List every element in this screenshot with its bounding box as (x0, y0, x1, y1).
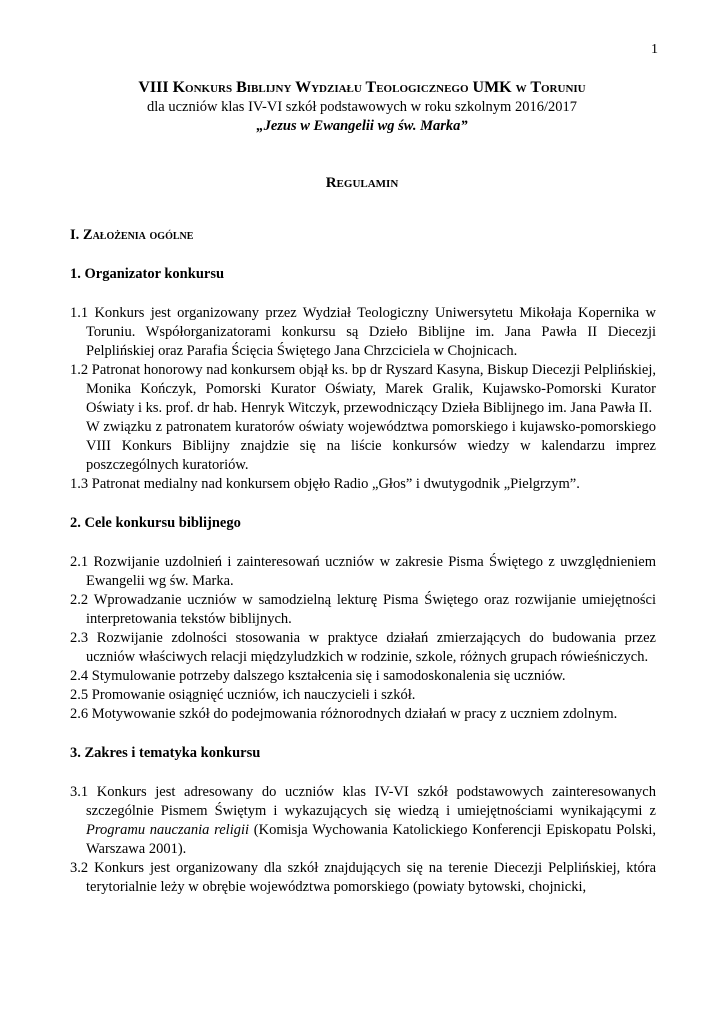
list-item: 2.2 Wprowadzanie uczniów w samodzielną lekturę Pisma Świętego oraz rozwijanie umiejętności interpretowania tekstów biblijnych. (70, 592, 656, 627)
list-item: 2.4 Stymulowanie potrzeby dalszego kształcenia się i samodoskonalenia się uczniów. (70, 668, 566, 684)
page-number: 1 (651, 42, 658, 57)
subsection-heading-organizer: 1. Organizator konkursu (70, 266, 225, 282)
subsection-heading-scope: 3. Zakres i tematyka konkursu (70, 745, 261, 761)
list-item: 2.3 Rozwijanie zdolności stosowania w praktyce działań zmierzających do budowania przez uczniów właściwych relacji międzyludzkich w rodzinie, szkole, różnych grupach rówieśniczych. (70, 630, 656, 665)
list-item: 2.5 Promowanie osiągnięć uczniów, ich nauczycieli i szkół. (70, 687, 416, 703)
section-heading: I. Założenia ogólne (70, 227, 194, 243)
document-header (0, 78, 724, 136)
list-item: 2.1 Rozwijanie uzdolnień i zainteresowań uczniów w zakresie Pisma Świętego z uwzględnieniem Ewangelii wg św. Marka. (70, 554, 656, 589)
list-item (70, 783, 656, 859)
item-text: 3.1 Konkurs jest adresowany do uczniów klas IV-VI szkół podstawowych zainteresowanych szczególnie Pismem Świętym i wykazujących się wiedzą i umiejętnościami wynikającymi z (70, 784, 656, 819)
list-item: 1.3 Patronat medialny nad konkursem objęło Radio „Głos” i dwutygodnik „Pielgrzym”. (70, 476, 580, 492)
list-item: 3.2 Konkurs jest organizowany dla szkół znajdujących się na terenie Diecezji Pelplińskiej, która terytorialnie leży w obrębie województwa pomorskiego (powiaty bytowski, chojnicki, (70, 860, 656, 895)
paragraph-note: W związku z patronatem kuratorów oświaty województwa pomorskiego i kujawsko-pomorskiego VIII Konkurs Biblijny znajdzie się na liście konkursów wiedzy w kalendarzu imprez poszczególnych kuratoriów. (86, 419, 656, 473)
item-text-italic: Programu nauczania religii (86, 822, 250, 838)
list-item: 1.1 Konkurs jest organizowany przez Wydział Teologiczny Uniwersytetu Mikołaja Kopernika w Toruniu. Współorganizatorami konkursu są Dzieło Biblijne im. Jana Pawła II Diecezji Pelplińskiej oraz Parafia Ścięcia Świętego Jana Chrzciciela w Chojnicach. (70, 305, 656, 359)
list-item: 1.2 Patronat honorowy nad konkursem objął ks. bp dr Ryszard Kasyna, Biskup Diecezji Pelplińskiej, Monika Kończyk, Pomorski Kurator Oświaty, Marek Gralik, Kujawsko-Pomorski Kurator Oświaty i ks. prof. dr hab. Henryk Witczyk, przewodniczący Dzieła Biblijnego im. Jana Pawła II. (70, 362, 656, 416)
item-text: (Komisja Wychowania Katolickiego Konferencji Episkopatu Polski, Warszawa 2001). (86, 822, 656, 857)
document-body (70, 226, 656, 897)
contest-theme: „Jezus w Ewangelii wg św. Marka” (256, 118, 468, 134)
contest-title: VIII Konkurs Biblijny Wydziału Teologicznego UMK w Toruniu (138, 79, 586, 96)
contest-subtitle: dla uczniów klas IV-VI szkół podstawowych w roku szkolnym 2016/2017 (147, 99, 577, 115)
list-item: 2.6 Motywowanie szkół do podejmowania różnorodnych działań w pracy z uczniem zdolnym. (70, 706, 618, 722)
subsection-heading-goals: 2. Cele konkursu biblijnego (70, 515, 241, 531)
doc-title: Regulamin (325, 175, 399, 191)
